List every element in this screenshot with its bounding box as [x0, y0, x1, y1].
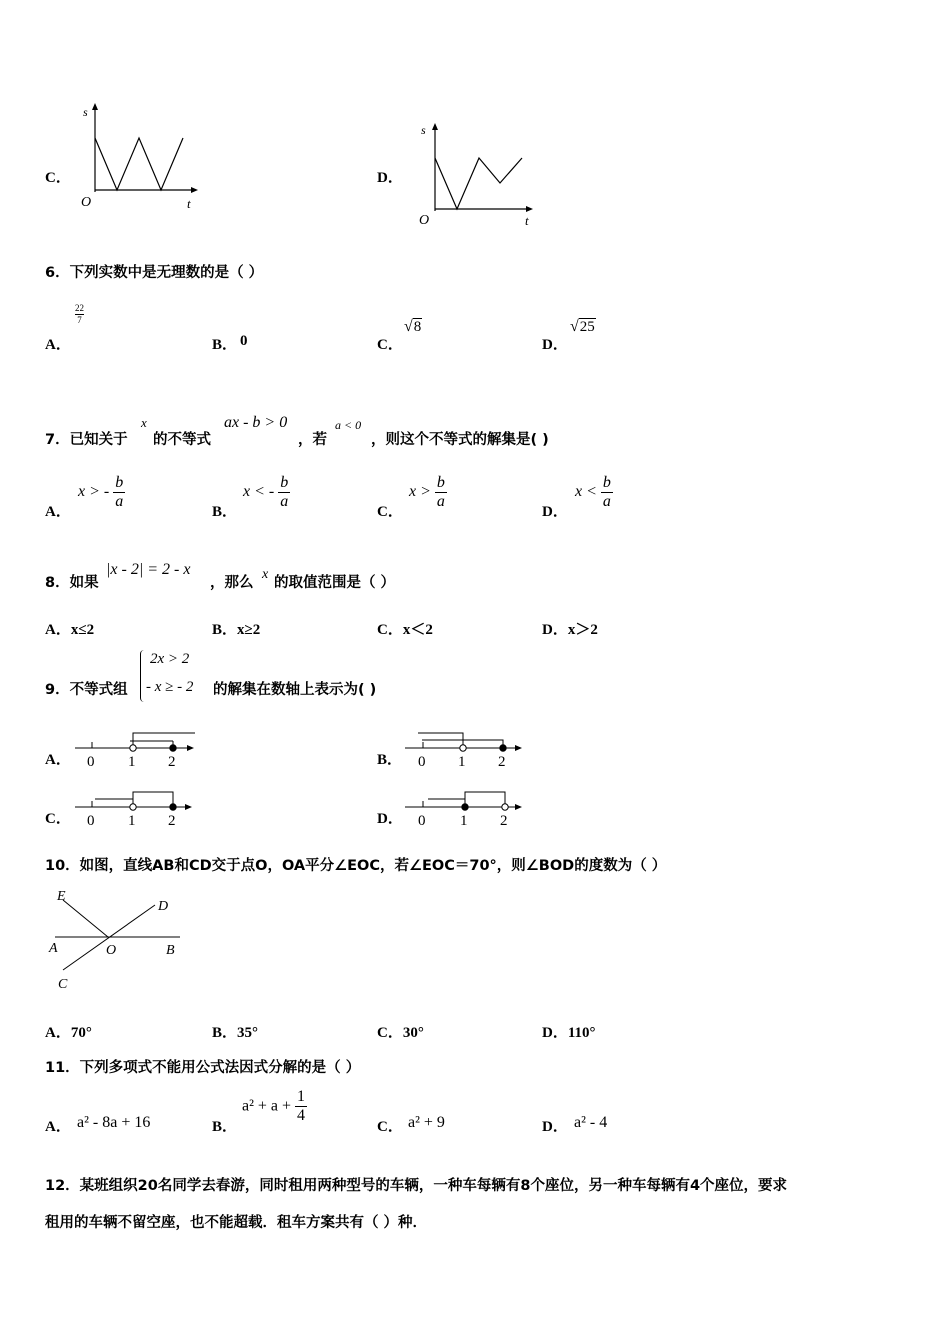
q7-b-den: a — [280, 493, 289, 510]
q11-option-b-label: B． — [212, 1119, 238, 1135]
q10-stem: 10．如图，直线AB和CD交于点O，OA平分∠EOC，若∠EOC＝70°，则∠BOD的度数为（ ） — [45, 858, 667, 874]
q7-c-num: b — [436, 474, 445, 491]
q7-a-lhs: x > - — [78, 483, 110, 501]
q9-d-tick-2: 2 — [500, 813, 508, 829]
q10-option-d: D．110° — [542, 1025, 596, 1041]
q10-figure — [45, 880, 190, 995]
q6-option-d-label: D． — [542, 337, 568, 353]
q8-option-a: A．x≤2 — [45, 622, 95, 638]
q9-a-tick-2: 2 — [168, 754, 176, 770]
q7-b-lhs: x < - — [243, 483, 275, 501]
q5-d-axis-s: s — [421, 123, 426, 137]
q6-option-d-sqrt: √25 — [570, 318, 595, 335]
q9-a-tick-1: 1 — [128, 754, 136, 770]
q9-b-tick-0: 0 — [418, 754, 426, 770]
q5-c-origin: O — [81, 195, 92, 210]
q6-c-radicand: 8 — [413, 319, 422, 335]
q7-b-num: b — [280, 474, 289, 491]
q9-numberline-c — [70, 787, 200, 829]
q6-d-radicand: 25 — [579, 319, 595, 335]
q11-option-d-label: D． — [542, 1119, 568, 1135]
q8-stem-part3: 的取值范围是（ ） — [274, 575, 396, 591]
q7-option-a-label: A． — [45, 504, 71, 520]
q5-d-axis-t: t — [525, 213, 529, 228]
q8-equation: |x - 2| = 2 - x — [106, 561, 191, 578]
q5-c-axis-s: s — [83, 105, 88, 119]
q6-stem: 6．下列实数中是无理数的是（ ） — [45, 265, 264, 281]
q7-stem-part1: 7．已知关于 — [45, 432, 128, 448]
q5-option-d-label: D． — [377, 170, 403, 186]
q8-option-c: C．x＜2 — [377, 622, 433, 638]
q9-option-c-label: C． — [45, 811, 71, 827]
q10-point-o: O — [106, 943, 117, 958]
q6-a-denominator: 7 — [77, 315, 82, 325]
q7-c-den: a — [436, 493, 445, 510]
q10-point-a: A — [49, 941, 58, 956]
q9-numberline-d — [400, 787, 530, 829]
q10-point-e: E — [57, 889, 66, 904]
q11-option-c-expr: a² + 9 — [408, 1114, 445, 1131]
q9-numberline-b — [400, 728, 530, 770]
q9-c-tick-1: 1 — [128, 813, 136, 829]
q11-option-c-label: C． — [377, 1119, 403, 1135]
q9-d-tick-1: 1 — [460, 813, 468, 829]
q7-option-b-label: B． — [212, 504, 238, 520]
q11-b-den: 4 — [297, 1107, 306, 1124]
q7-a-num: b — [115, 474, 124, 491]
q9-option-b-label: B． — [377, 752, 403, 768]
q11-b-num: 1 — [297, 1088, 306, 1105]
q12-stem-line1: 12．某班组织20名同学去春游，同时租用两种型号的车辆，一种车每辆有8个座位，另一种车每辆有4个座位，要求 — [45, 1178, 788, 1194]
q7-d-lhs: x < — [575, 483, 597, 501]
q8-var-x: x — [262, 567, 269, 582]
q6-option-c-sqrt: √8 — [404, 318, 422, 335]
q11-stem: 11．下列多项式不能用公式法因式分解的是（ ） — [45, 1060, 361, 1076]
q7-d-num: b — [602, 474, 611, 491]
q11-option-b-expr — [242, 1088, 307, 1125]
q7-d-den: a — [602, 493, 611, 510]
q9-option-d-label: D． — [377, 811, 403, 827]
q11-b-lhs: a² + a + — [242, 1097, 292, 1115]
q10-point-d: D — [158, 899, 169, 914]
q7-var-x: x — [141, 415, 147, 430]
q9-c-tick-2: 2 — [168, 813, 176, 829]
q7-a-den: a — [115, 493, 124, 510]
q7-option-c-expr — [409, 474, 447, 511]
q10-option-c: C．30° — [377, 1025, 424, 1041]
q7-option-b-expr — [243, 474, 290, 511]
q10-option-b: B．35° — [212, 1025, 259, 1041]
q6-option-b-value: 0 — [240, 333, 248, 349]
q9-c-tick-0: 0 — [87, 813, 95, 829]
q7-option-d-expr — [575, 474, 613, 511]
q9-b-tick-2: 2 — [498, 754, 506, 770]
q7-stem-part2: 的不等式 — [153, 432, 211, 448]
q7-condition: a < 0 — [335, 418, 362, 432]
q9-a-tick-0: 0 — [87, 754, 95, 770]
q5-d-origin: O — [419, 213, 430, 228]
q7-c-lhs: x > — [409, 483, 431, 501]
q8-stem-part1: 8．如果 — [45, 575, 99, 591]
q7-inequality: ax - b > 0 — [224, 414, 288, 431]
q11-option-d-expr: a² - 4 — [574, 1114, 608, 1131]
q7-option-c-label: C． — [377, 504, 403, 520]
q9-brace — [140, 650, 144, 702]
q9-stem-part2: 的解集在数轴上表示为( ) — [213, 682, 377, 698]
q6-a-numerator: 22 — [75, 303, 84, 313]
q11-option-a-label: A． — [45, 1119, 71, 1135]
q7-option-a-expr — [78, 474, 125, 511]
q5-c-axis-t: t — [187, 196, 191, 211]
q10-point-c: C — [58, 977, 68, 992]
q6-option-c-label: C． — [377, 337, 403, 353]
q9-b-tick-1: 1 — [458, 754, 466, 770]
q12-stem-line2: 租用的车辆不留空座，也不能超载．租车方案共有（ ）种． — [45, 1215, 428, 1231]
q6-option-b-label: B． — [212, 337, 238, 353]
q7-stem-part4: ，则这个不等式的解集是( ) — [371, 432, 549, 448]
q6-option-a-label: A． — [45, 337, 71, 353]
q8-option-d: D．x＞2 — [542, 622, 598, 638]
q10-point-b: B — [166, 943, 175, 958]
q9-system-line2: - x ≥ - 2 — [146, 679, 194, 695]
q11-option-a-expr: a² - 8a + 16 — [77, 1114, 151, 1131]
q5-graph-d — [415, 120, 545, 230]
q7-option-d-label: D． — [542, 504, 568, 520]
q7-stem-part3: ，若 — [298, 432, 327, 448]
q8-option-b: B．x≥2 — [212, 622, 261, 638]
q9-numberline-a — [70, 728, 200, 770]
q9-stem-part1: 9．不等式组 — [45, 682, 128, 698]
q9-option-a-label: A． — [45, 752, 71, 768]
q5-option-c-label: C． — [45, 170, 71, 186]
q10-option-a: A．70° — [45, 1025, 92, 1041]
q5-graph-c — [75, 100, 210, 215]
q6-option-a-fraction — [75, 303, 84, 326]
q9-d-tick-0: 0 — [418, 813, 426, 829]
q8-stem-part2: ，那么 — [210, 575, 254, 591]
q9-system-line1: 2x > 2 — [150, 651, 190, 667]
